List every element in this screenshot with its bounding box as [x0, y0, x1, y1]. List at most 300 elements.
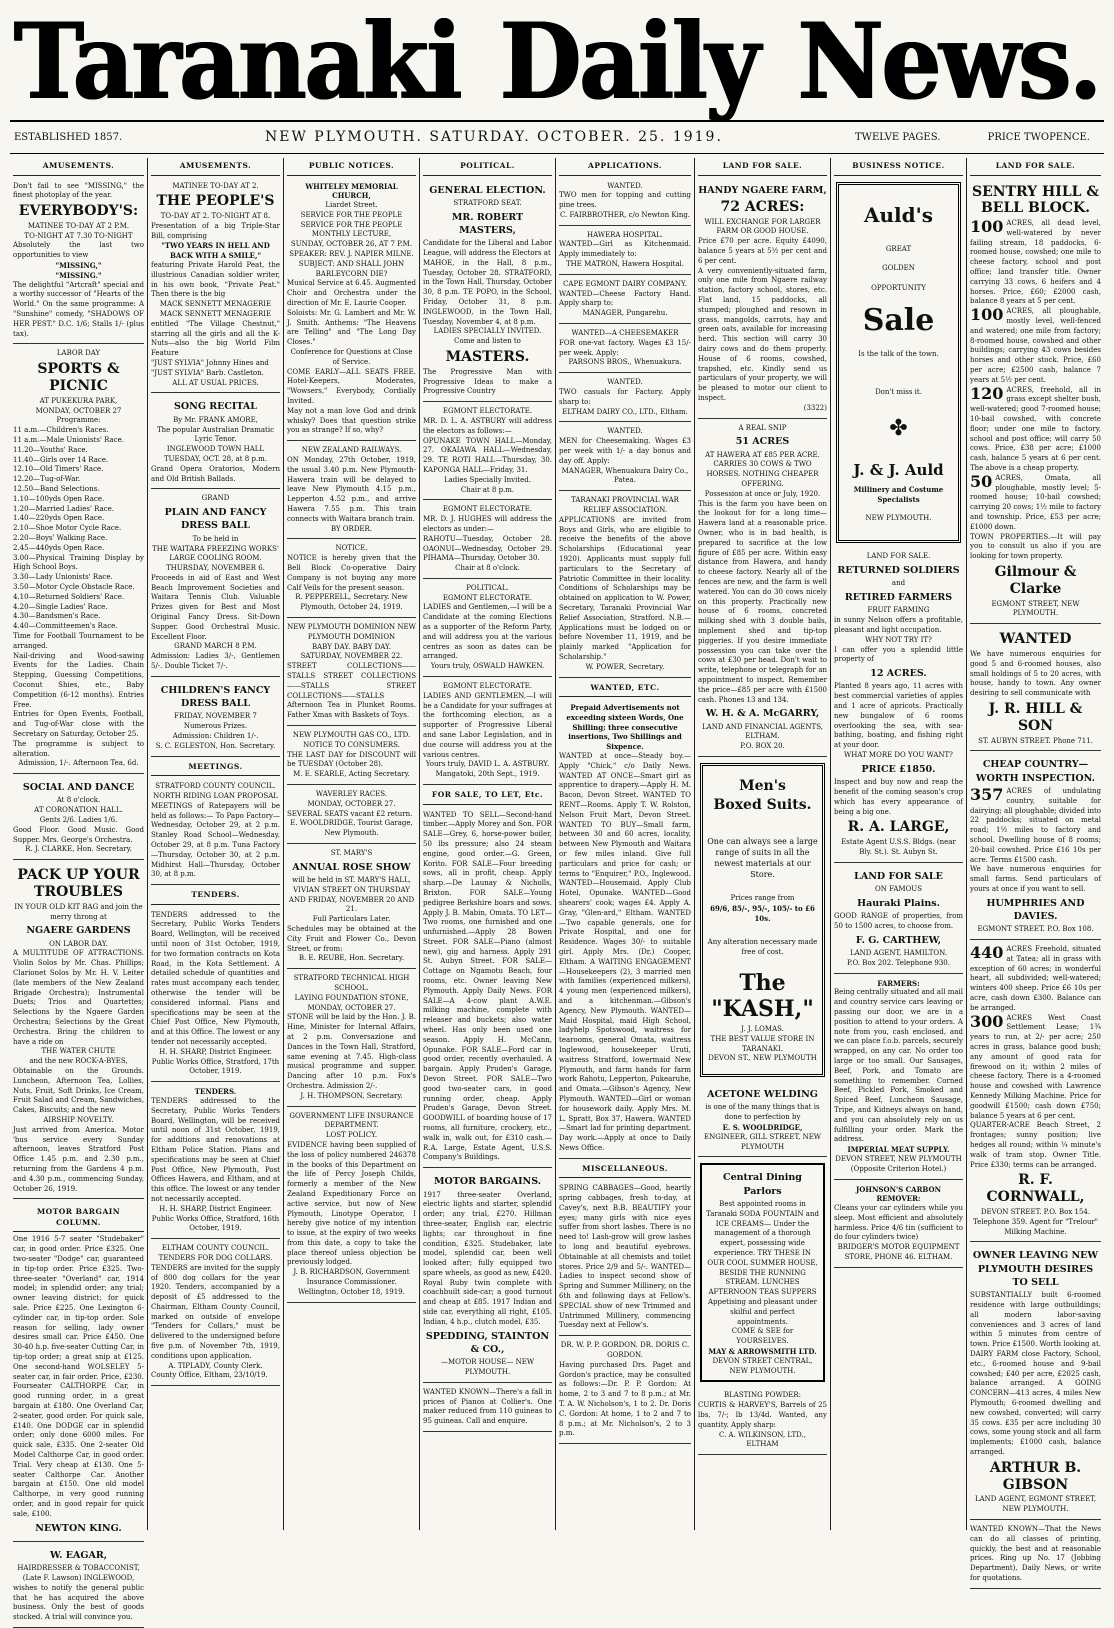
ad-title: DR. W. P. P. GORDON. DR. DORIS C. GORDON. — [560, 1341, 690, 1359]
ad-gordon — [559, 1338, 691, 1444]
ad-text: ON FAMOUS — [875, 884, 922, 893]
ad-text: ON Monday, 27th October, 1919, the usual 3.40 p.m. New Plymouth-Hawera train will be delayed to leave New Plymouth 4.15 p.m., Lepperton 4.52 p.m., and arrive Hawera 7.55 p.m. This train connects with Waitara branch train. — [287, 456, 416, 523]
ad-text: featuring Private Harold Peat, the illustrious Canadian soldier writer, in his own book, "Private Peat." Then there is the big — [151, 261, 280, 299]
ad-text: TENDERS addressed to the Secretary, Public Works Tenders Board, Wellington, will be received until noon of 31st October, 1919, for additions and renovations at Eltham Police Station. Plans and specifications may be seen at Chief Post Office, New Plymouth, Post Offices Hawera, and Eltham, and at this office. The lowest or any tender not necessarily accepted. — [151, 1096, 280, 1203]
ad-signature: C. A. WILKINSON, LTD., — [718, 1430, 806, 1439]
ad-text: and — [891, 579, 906, 588]
ad-text: MONDAY, OCTOBER 27 — [35, 406, 122, 415]
ad-motor-bargains — [423, 1170, 552, 1383]
ad-text: CARRIES 30 COWS & TWO HORSES. NOTHING CHEAPER OFFERING. — [706, 460, 819, 489]
land-acres: 440 — [970, 943, 1004, 963]
land-listing — [970, 1011, 1101, 1122]
ad-text: "TWO YEARS IN HELL AND BACK WITH A SMILE," — [161, 241, 270, 261]
ad-text: THE WAITARA FREEZING WORKS' LARGE COOLING ROOM. — [152, 544, 279, 563]
ad-text: The delightful "Artcraft" special and a worthy successor of "Hearts of the World." On the same programme: A "Sunshine" comedy, "SHADOWS OF HER PEST." D.C. 1/6; Stalls 1/- (plus tax). — [13, 280, 144, 338]
ad-aulds-sale — [836, 182, 961, 544]
ad-text: SUNDAY, OCTOBER 26, AT 7 P.M. — [290, 240, 413, 249]
ad-title: WANTED. — [607, 181, 643, 190]
ad-notice — [287, 541, 416, 618]
ad-motor-bargains — [13, 1201, 144, 1541]
ad-text: MEETINGS of Ratepayers will be held as follows:— To Papo Factory—Wednesday, October 29, at 2 p.m. Stanley Road School—Wednesday, October 29, at 8 p.m. Tuna Factory—Thursday, October 30, at 2 p.m. Midhirst Hall—Thursday, October 30, at 8 p.m. — [151, 801, 280, 879]
ad-text: is one of the many things that is done to perfection by — [705, 1103, 820, 1122]
land-description: ACRES Freehold, situated at Tatea; all in grass with exception of 60 acres; in wonderful heart, all subdivided; well-watered; winters 400 sheep. Price £6 10s per acre, cash down £300. Balance can be arranged. — [970, 945, 1101, 1012]
masthead-word-daily: Daily — [499, 0, 759, 124]
column-political — [420, 158, 555, 1530]
ad-text: MACK SENNETT MENAGERIE — [159, 310, 272, 319]
ad-title: EGMONT ELECTORATE. — [442, 682, 533, 691]
ad-text: GRAND MARCH 8 P.M. — [174, 642, 257, 651]
ad-fruit-farming — [834, 549, 963, 863]
ad-text: WANTED at once—Steady boy.—Apply "Chick," c/o Daily News. WANTED AT ONCE—Smart girl as apprentice to drapery.—Apply H. M. Bacon, Devon Street. WANTED TO RENT—Rooms. Apply T. W. Rolston, Nelson Fruit Mart, Devon Street. WANTED TO BUY—Small farm, between 30 and 60 acres, locality, between New Plymouth and Waitara or few miles inland. Give full particulars and price for cash; or terms to "Enquirer," P.O., Inglewood. WANTED—Housemaid. Apply Club Hotel, Opunake. WANTED—Good shearers' cook; wages £4. Apply A. Gray, "Glen-ard," Eltham. WANTED—Two capable generals, one for Private Hospital, and one for Residence. Wages 30/- to suitable girl. Apply Mrs. (Dr.) Cooper, Eltham. A WAITING ENGAGEMENT—Housekeepers (2), 3 married men with families (experienced milkers), 4 young men (experienced milkers), and a kitchenman.—Gibson's Agency, New Plymouth. WANTED—Maid Hospital, maid High School, ladyhelp Spotswood, waitress for tearooms, general Omata, waitress Inglewood, housekeeper Uruti, waitress Stratford, lowermaid New Plymouth, and farm hands for farm work Rahotu, Lepperton, Pukearuhe, and Omata.—Gibson's Agency, New Plymouth. WANTED—Girl or woman for housework daily. Apply Mrs. M. L. Spratt, Box 37, Hawera. WANTED—Smart lad for printing department. Day work.—Apply at once to Daily News Office. — [559, 752, 691, 1152]
ad-text: May not a man love God and drink whisky? Does that question strike you as strange? If so, why? — [287, 406, 416, 435]
ad-humphries — [970, 753, 1101, 940]
ad-title: FARMERS: — [877, 978, 920, 988]
ad-title: RETIRED FARMERS — [844, 592, 953, 604]
ad-eagar — [13, 1544, 144, 1628]
ad-text: Musical Service at 6.45. Augmented Choir and Orchestra under the direction of Mr. E. Laurie Cooper. — [287, 279, 416, 308]
section-heading: TENDERS. — [151, 887, 280, 905]
ad-signature: J. R. HILL & SON — [988, 700, 1083, 734]
ad-title: RETURNED SOLDIERS — [837, 564, 960, 576]
ad-text: MACK SENNETT MENAGERIE — [159, 300, 272, 309]
ad-text: Ladies Specially Invited. — [443, 475, 532, 484]
ad-text: AT CORONATION HALL. — [34, 806, 123, 815]
ad-text: STONE will be laid by the Hon. J. B. Hine, Minister for Internal Affairs, at 2 p.m. Conversazione and Dances in the Town Hall, Stratford, same evening at 7.45. High-class musical programme and supper. Dancing after 10 p.m. Fox's Orchestra. Admission 2/-. — [287, 1013, 416, 1090]
ad-text: SPEAKER: REV. J. NAPIER MILNE. — [289, 250, 414, 259]
ad-title: SENTRY HILL & BELL BLOCK. — [971, 183, 1100, 217]
ornament-icon: ✤ — [889, 415, 908, 441]
ad-text: Schedules may be obtained at the City Fruit and Flower Co., Devon Street, or from: — [287, 924, 416, 953]
ad-signature: SPEDDING, STAINTON & CO., — [425, 1330, 550, 1355]
ad-text: WHAT MORE DO YOU WANT? — [844, 751, 953, 760]
ad-hawken — [423, 581, 552, 677]
ad-text: DEVON STREET CENTRAL, NEW PLYMOUTH. — [712, 1356, 813, 1375]
ad-title: ANNUAL ROSE SHOW — [292, 861, 411, 873]
ad-text: GOLDEN — [882, 264, 915, 273]
race-item: 11 a.m.—Male Unionists' Race. — [13, 436, 124, 445]
column-public-notices — [284, 158, 419, 1530]
ad-text: COME & SEE for YOURSELVES. — [731, 1327, 794, 1346]
ad-text: 69/6, 85/-, 95/-, 105/- to £6 10s. — [710, 904, 815, 923]
ad-text: WANTED KNOWN—There's a fall in prices of Pianos at Collier's. One maker reduced from 110 guineas to 95 guineas. Call and enquire. — [423, 1387, 552, 1426]
ad-title: EGMONT ELECTORATE. — [442, 505, 533, 514]
ad-title: LAND FOR SALE. — [866, 552, 931, 561]
ad-text: TO-NIGHT AT 7.30 TO-NIGHT — [24, 231, 133, 240]
land-listing — [970, 784, 1101, 865]
ad-pack-up — [13, 862, 144, 1199]
ad-casuals — [559, 375, 691, 422]
ad-title: LAND FOR SALE — [854, 870, 943, 882]
race-item: 12.50—Band Selections. — [13, 485, 100, 494]
ad-text: will be held in ST. MARY'S HALL, VIVIAN STREET ON THURSDAY AND FRIDAY, NOVEMBER 20 AND 21. — [288, 876, 415, 914]
land-acres: 357 — [970, 784, 1004, 804]
ad-text: Come and listen to — [454, 337, 521, 346]
ad-text: and the new ROCK-A-BYES, — [29, 1057, 128, 1066]
masthead-word-taranaki: Taranaki — [14, 0, 461, 124]
ad-text: Price £70 per acre. Equity £4090, balance 5 years at 5½ per cent and 6 per cent. — [698, 237, 827, 265]
ad-text: We have numerous enquiries for small farms. Send particulars of yours at once if you want to sell. — [970, 865, 1101, 893]
ad-title: CHEAP COUNTRY—WORTH INSPECTION. — [975, 759, 1096, 784]
ad-title: SPORTS & PICNIC — [37, 361, 120, 395]
land-acres: 100 — [970, 217, 1004, 237]
ad-text: Cleans your car cylinders while you sleep. Most efficient and absolutely harmless. Price 4/6 tin (sufficient to do four cylinders twice) — [834, 1204, 963, 1242]
column-heading: APPLICATIONS. — [559, 158, 691, 176]
ad-text: WANTED—Cheese Factory Hand. Apply sharp to: — [559, 289, 691, 308]
ad-text: TO-DAY AT 2. TO-NIGHT AT 8. — [160, 212, 271, 221]
ad-miscellaneous — [559, 1181, 691, 1336]
ad-text: Chair at 8 p.m. — [460, 485, 515, 494]
ad-text: ELTHAM COUNTY COUNCIL. — [161, 1244, 270, 1253]
ad-wanted-topping — [559, 179, 691, 226]
land-listing — [970, 471, 1101, 533]
ad-title: HAWERA HOSPITAL. — [586, 230, 664, 239]
ad-cheesemaker — [559, 326, 691, 373]
ad-title: W. EAGAR, — [49, 1549, 108, 1561]
ad-text: The Progressive Man with Progressive Ideas to make a Progressive Country — [423, 367, 552, 396]
ad-text: A very conveniently-situated farm, only one mile from Ngaere railway station, factory school, stores, etc. Flat land, 15 paddocks, all stumped; ploughed and resown in grass, mangolds, carrots, hay and green oats, available for increasing herd. This section will carry 30 dairy cows and do them properly. House of 6 rooms, cowshed, trapshed, etc. Kindly send us particulars of your property, we will be pleased to motor our client to inspect. — [698, 266, 827, 402]
column-heading: BUSINESS NOTICE. — [834, 158, 963, 176]
ad-signature: HUMPHRIES AND DAVIES. — [986, 897, 1085, 922]
column-heading: PUBLIC NOTICES. — [287, 158, 416, 176]
ad-text: Having purchased Drs. Paget and Gordon's practice, may be consulted as follows:—Dr. P. P. Gordon: At home, 2 to 3 and 7 to 8 p.m.; at Mr. T. A. W. Nicholson's, 1 to 2. Dr. Doris C. Gordon: At home, 1 to 2 and 7 to 8 p.m.; at Mr. Nicholson's, 2 to 3 p.m. — [559, 1360, 691, 1438]
ad-railways — [287, 443, 416, 539]
ad-gas-co — [287, 728, 416, 785]
ad-classifieds — [423, 808, 552, 1169]
section-heading: WANTED, ETC. — [559, 680, 691, 698]
ad-text: RAHOTU—Tuesday, October 28. OAONUI—Wednesday, October 29. PIHAMA—Thursday, October 30. — [423, 534, 552, 563]
ad-text: TWO men for topping and cutting pine trees. — [559, 191, 691, 210]
ad-text: Admission: Ladies 3/-, Gentlemen 5/-. Double Ticket 7/-. — [151, 652, 280, 671]
ad-text: STRATFORD SEAT. — [453, 198, 522, 207]
land-listing — [970, 383, 1101, 474]
ad-text: LAND AGENT, HAMILTON. — [849, 948, 948, 957]
ad-text: By Mr. FRANK AMORE, — [173, 415, 258, 424]
ad-signature: MAY & ARROWSMITH LTD. — [708, 1346, 817, 1356]
ad-text: MONDAY, OCTOBER 27. — [307, 799, 396, 808]
race-item: 4.30—Bandsmen's Race. — [13, 612, 101, 621]
ad-text: SPRING CABBAGES—Good, heartly spring cabbages, fresh to-day, at Cavey's, next B.B. BEAUTIFY your eyes; many girls with nice eyes suffer from short lashes. There is no need to! Lash-grow will grow lashes to long and beautiful eyebrows. Obtainable at all chemists and toilet stores. Price 2/9 and 5/-. WANTED—Ladies to inspect second show of Spring and Summer Millinery, on the 6th and following days at Fellow's. SPECIAL show of new Trimmed and Untrimmed Millinery, commencing Tuesday next at Fellow's. — [559, 1184, 691, 1330]
ad-text: TOWN PROPERTIES.—It will pay you to consult us also if you are looking for town property. — [970, 532, 1101, 561]
ad-text: DEVON STREET, NEW PLYMOUTH (Opposite Criterion Hotel.) — [835, 1154, 962, 1173]
ad-text: Is the talk of the town. — [858, 350, 939, 359]
ad-title: The "KASH," — [711, 970, 814, 1022]
ad-title: EGMONT ELECTORATE. — [442, 407, 533, 416]
ad-text: EGMONT STREET. P.O. Box 108. — [977, 925, 1094, 934]
ad-signature: NEWTON KING. — [35, 1522, 122, 1534]
ad-ref: (3322) — [803, 403, 827, 412]
ad-text: Candidate for the Liberal and Labor League, will address the Electors at — [423, 239, 552, 257]
race-item: 3.00—Physical Training Display by High School Boys. — [13, 553, 144, 572]
column-heading: AMUSEMENTS. — [151, 158, 280, 176]
ad-text: "JUST SYLVIA" Barb. Castleton. — [151, 368, 264, 377]
ad-text: EVIDENCE having been supplied of the loss of policy numbered 246378 in the books of this Department on the life of Percy Joseph Childs, formerly a member of the New Zealand Expeditionary Force on active service, but now of New Plymouth, Linotype Operator, I hereby give notice of my intention to issue, at the expiry of two weeks from this date, a copy to take the place thereof unless objection be previously lodged. — [287, 1140, 416, 1267]
ad-text: J. J. LOMAS. — [741, 1024, 784, 1033]
ad-text: LOST POLICY. — [325, 1131, 378, 1140]
ad-cheesemaking — [559, 424, 691, 491]
ad-fancy-dress-ball — [151, 491, 280, 677]
column-business-notice — [831, 158, 966, 1530]
ad-song-recital — [151, 395, 280, 489]
page-count: TWELVE PAGES. — [855, 132, 941, 143]
ad-text: GRAND — [201, 494, 230, 503]
ad-text: AT HAWERA AT £85 PER ACRE. — [705, 450, 820, 459]
ad-text: Nail-driving and Wood-sawing Events for the Ladies. Chain Stepping, Guessing Competitions, Coconut Shies, etc., Baby Competition (6-12 months). Entries Free. — [13, 651, 144, 709]
ad-signature: ARTHUR B. GIBSON — [989, 1459, 1082, 1493]
ad-text: R. J. CLARKE, Hon. Secretary. — [25, 845, 132, 854]
ad-text: ALL AT USUAL PRICES. — [172, 378, 259, 387]
ad-signature: BRIDGER'S MOTOR EQUIPMENT STORE, PHONE 46. ELTHAM. — [837, 1243, 960, 1262]
land-acres: 300 — [970, 1011, 1004, 1031]
ad-text: APPLICATIONS are invited from Boys and Girls, who are eligible to receive the benefits of the above Scholarships (Educational year 1920). Applicants must supply full particulars to the Secretary of Patriotic Committee in their locality. Conditions of Scholarships may be obtained on application to W. Power, Secretary, Taranaki Provincial War Relief Association, Stratford. N.B.—Applications must be lodged on or before November 11, 1919, and be plainly marked "Application for Scholarship." — [559, 515, 691, 661]
ad-text: Gents 2/6. Ladies 1/6. — [39, 816, 118, 825]
ad-signature: Gilmour & Clarke — [994, 563, 1077, 597]
ad-text: in sunny Nelson offers a profitable, pleasant and light occupation. — [834, 616, 963, 634]
land-description: ACRES, freehold, all in grass except shelter bush, well-watered; good 7-roomed house; 10-bail cowshed, with concrete floor; under one mile to factory, school and post office; will carry 50 cows. Price, £38 per acre; £1000 cash, balance 5 years at 6 per cent. The above is a cheap property. — [970, 385, 1101, 473]
column-heading: POLITICAL. — [423, 158, 552, 176]
ad-title: WHITELEY MEMORIAL CHURCH, — [305, 181, 398, 201]
ad-title: PLAIN AND FANCY DRESS BALL — [164, 507, 267, 532]
ad-text: FRIDAY, NOVEMBER 7 — [174, 712, 257, 721]
ad-signature: R. F. CORNWALL, — [986, 1172, 1085, 1206]
ad-text: SERVICE FOR THE PEOPLE SERVICE FOR THE PEOPLE — [300, 210, 403, 229]
ad-text: Programme: — [56, 416, 101, 425]
ad-text: BABY DAY. BABY DAY. — [311, 642, 391, 651]
ad-title: NEW ZEALAND RAILWAYS. — [301, 446, 402, 455]
race-item: 1.20—Married Ladies' Race. — [13, 504, 115, 513]
ad-text: Liardet Street. — [325, 201, 378, 210]
ad-text: Numerous Prizes. — [183, 722, 248, 731]
section-heading: MEETINGS. — [151, 759, 280, 777]
ad-text: We have numerous enquiries for good 5 and 6-roomed houses, also small holdings of 5 to 20 acres, with house, handy to town. Any owner desiring to sell communicate with — [970, 649, 1101, 698]
ad-rose-show — [287, 846, 416, 969]
ad-text: FRUIT FARMING — [867, 606, 930, 615]
ad-signature: Yours truly, OSWALD HAWKEN. — [430, 662, 545, 671]
ad-text: S. C. EGLESTON, Hon. Secretary. — [155, 741, 276, 750]
column-heading: LAND FOR SALE. — [970, 158, 1101, 176]
ad-technical-school — [287, 971, 416, 1106]
masthead — [10, 0, 1104, 124]
ad-text: ELTHAM — [746, 1440, 779, 1449]
ad-title: NOTICE. — [335, 544, 368, 553]
ad-text: DEVON STREET. P.O. Box 154. Telephone 359. Agent for "Trelour" Milking Machine. — [972, 1208, 1099, 1236]
ad-title: GENERAL ELECTION. — [429, 184, 546, 196]
ad-cape-egmont — [559, 277, 691, 324]
ad-title: PACK UP YOUR TROUBLES — [17, 867, 140, 900]
ad-waverley-races — [287, 787, 416, 844]
ad-signature: IMPERIAL MEAT SUPPLY. — [847, 1145, 950, 1155]
ad-text: ENGINEER, GILL STREET, NEW PLYMOUTH — [703, 1132, 821, 1151]
ad-masters — [423, 179, 552, 403]
ad-text: MR. D. J. HUGHES will address the electors as under:— — [423, 515, 552, 533]
ad-title: MOTOR BARGAINS. — [433, 1176, 542, 1188]
ad-text: The popular Australian Dramatic Lyric Tenor. — [156, 425, 274, 444]
ad-title: WANTED — [999, 631, 1072, 648]
ad-hawera-hospital — [559, 228, 691, 275]
ad-text: ON LABOR DAY. — [49, 939, 108, 948]
place-date: NEW PLYMOUTH. SATURDAY. OCTOBER. 25. 1919. — [265, 129, 723, 145]
ad-title: CAPE EGMONT DAIRY COMPANY. — [563, 279, 687, 288]
ad-astbury-meetings — [423, 404, 552, 500]
ad-text: To be held in — [192, 534, 239, 543]
ad-text: INGLEWOOD TOWN HALL — [166, 445, 265, 454]
ad-text: P.O. Box 202. Telephone 930. — [847, 958, 950, 967]
ad-text: County Office, Eltham, 23/10/19. — [151, 1371, 268, 1380]
ad-text: OPPORTUNITY — [871, 284, 926, 293]
ad-signature: F. G. CARTHEW, — [855, 934, 942, 946]
ad-title: TARANAKI PROVINCIAL WAR RELIEF ASSOCIATION. — [571, 496, 679, 515]
column-amusements-2 — [148, 158, 283, 1530]
ad-text: NEW PLYMOUTH. — [865, 514, 932, 523]
ad-signature: THE MATRON, Hawera Hospital. — [566, 260, 684, 269]
land-listing — [970, 219, 1101, 307]
ad-title: GOVERNMENT LIFE INSURANCE DEPARTMENT. — [289, 1111, 414, 1130]
ad-text: NGAERE GARDENS — [26, 925, 131, 937]
ad-title: SOCIAL AND DANCE — [22, 782, 135, 794]
ad-text: entitled "The Village Chestnut," starring all the girls and all the K-Nuts—also the big World Film Feature — [151, 319, 280, 358]
ad-signature: PARSONS BROS., Whenuakura. — [568, 358, 682, 367]
ad-text: AT PUKEKURA PARK, — [39, 396, 118, 405]
ad-title: Men's — [739, 778, 786, 795]
ad-text: At 8 o'clock. — [56, 796, 101, 805]
masthead-word-news: News. — [797, 0, 1100, 124]
ad-pianos — [423, 1385, 552, 1432]
ad-text: LADIES AND GENTLEMEN,—I will be a Candidate for your suffrages at the forthcoming election, as a supporter of Progressive Liberal and sane Labor Legislation, and in due course will address you at the various centres. — [423, 691, 552, 759]
ad-text: FOR one-vat factory. Wages £3 15/- per week. Apply: — [559, 338, 691, 357]
ad-text: EGMONT ELECTORATE. — [442, 593, 533, 602]
ad-text: Conference for Questions at Close of Service. — [290, 348, 413, 366]
ad-title: WANTED. — [607, 427, 643, 436]
ad-tenders-1 — [151, 908, 280, 1083]
ad-title: PRICE £1850. — [861, 763, 936, 775]
ad-war-relief — [559, 493, 691, 677]
ad-title: Auld's — [863, 202, 934, 227]
ad-text: SATURDAY, NOVEMBER 22. — [300, 652, 403, 661]
race-item: 2.45—440yds Open Race. — [13, 543, 105, 552]
ad-text: Don't fail to see "MISSING," the finest photoplay of the year. — [13, 181, 144, 200]
ad-title: STRATFORD TECHNICAL HIGH SCHOOL. — [293, 974, 410, 992]
ad-signature: J. & J. Auld — [853, 460, 944, 479]
ad-title: EVERYBODY'S: — [18, 203, 139, 220]
ad-title: TENDERS. — [194, 1087, 237, 1097]
ad-title: MR. ROBERT MASTERS, — [451, 211, 524, 236]
ad-text: NORTH RIDING LOAN PROPOSAL — [153, 791, 278, 800]
race-item: 11.40—Girls over 14 Race. — [13, 455, 109, 464]
ad-text: Time for Football Tournament to be arranged. — [13, 631, 144, 650]
ad-title: 12 ACRES. — [870, 668, 927, 680]
ad-mens-suits — [700, 763, 825, 1077]
ad-text: The programme is subject to alteration. — [13, 739, 144, 758]
ad-title: 51 ACRES — [735, 436, 790, 448]
race-item: 3.30—Lady Unionists' Race. — [13, 573, 113, 582]
ad-text: —MOTOR HOUSE— NEW PLYMOUTH. — [440, 1358, 535, 1377]
column-applications — [556, 158, 694, 1530]
ad-text: Good Floor. Good Music. Good Supper. Mrs. George's Orchestra. — [13, 825, 144, 844]
ad-signature: J. B. RICHARDSON, Government Insurance Commissioner. Wellington, October 18, 1919. — [293, 1268, 410, 1296]
ad-cornwall — [970, 942, 1101, 1242]
race-item: 12.20—Tug-of-War. — [13, 475, 81, 484]
ad-text: Soloists: Mr. G. Lambert and Mr. W. J. Smith. Anthems: "The Heavens are Telling" and "The Long Day Closes." — [287, 308, 416, 347]
ad-text: TENDERS addressed to the Secretary, Public Works Tenders Board, Wellington, will be received until noon of 31st October, 1919, for two formation contracts on Kota Road, in the Kota Settlement. A detailed schedule of quantities and rates must accompany each tender, otherwise the tender will be considered informal. Plans and specifications may be seen at the Chief Post Office, New Plymouth, and at this Office. The lowest or any tender not necessarily accepted. — [151, 910, 280, 1046]
ad-text: WHY NOT TRY IT? — [865, 635, 932, 644]
ad-wanted-classifieds — [559, 700, 691, 1159]
column-amusements-1 — [10, 158, 147, 1622]
ad-title: HANDY NGAERE FARM, — [698, 184, 827, 196]
ad-signature: Yours truly, DAVID L. A. ASTBURY. Mangatoki, 20th Sept., 1919. — [425, 760, 550, 779]
ad-childrens-ball — [151, 679, 280, 757]
ad-peoples — [151, 179, 280, 394]
section-heading: FOR SALE, TO LET, Etc. — [423, 787, 552, 805]
race-item: 3.50—Motor Cycle Obstacle Race. — [13, 582, 135, 591]
ad-text: LADIES SPECIALLY INVITED. — [433, 327, 542, 336]
ad-astbury-letter — [423, 679, 552, 785]
ad-signature: E. S. WOOLDRIDGE, — [722, 1123, 803, 1133]
ad-hauraki-plains — [834, 865, 963, 974]
ad-title: ACETONE WELDING — [707, 1089, 818, 1101]
ad-signature: W. H. & A. McGARRY, — [705, 708, 820, 720]
ad-title: Boxed Suits. — [713, 796, 812, 813]
ad-title: POLITICAL. — [466, 583, 509, 592]
ad-acetone-welding — [698, 1083, 827, 1157]
ad-text: MATINEE TO-DAY AT 2 P.M. — [27, 221, 130, 230]
ad-text: EGMONT STREET, NEW PLYMOUTH. — [991, 599, 1080, 618]
ad-text: OPUNAKE TOWN HALL—Monday, 27. OKAIAWA HALL—Wednesday, 29. TE ROTI HALL—Thursday, 30. KAPONGA HALL—Friday, 31. — [423, 436, 552, 474]
ad-text: P.O. BOX 20. — [740, 742, 785, 751]
race-item: 12.10—Old Timers' Race. — [13, 465, 104, 474]
ad-text: MONTHLY LECTURE, — [311, 230, 392, 239]
ad-text: "MISSING," — [55, 261, 102, 271]
ad-text: WILL EXCHANGE FOR LARGER FARM OR GOOD HOUSE. — [704, 217, 821, 236]
ad-text: MAHOE, in the Hall, 8 p.m., Tuesday, October 28. STRATFORD, in the Town Hall, Thursday, October 30, 8 p.m. TE POPO, in the School, Friday, October 31, 8 p.m. INGLEWOOD, in the Town Hall, Tuesday, November 4, at 8 p.m. — [423, 258, 552, 326]
race-item: 11.20—Youths' Race. — [13, 445, 88, 454]
ad-signature: W. POWER, Secretary. — [585, 662, 665, 671]
ad-text: SUBSTANTIALLY built 6-roomed residence with large outbuildings; all modern labor-saving conveniences and 3 acres of land within 5 minutes from centre of town. Price £1500. Worth looking at. DAIRY FARM close Factory, School, etc., 6-roomed house and 9-bail cowshed; £40 per acre, £2025 cash, balance arranged. A GOING CONCERN—413 acres, 4 miles New Plymouth; 6-roomed dwelling and new cowshed, converted; will carry 35 cows. £35 per acre including 30 cows, some young stock and all farm implements; £1000 cash, balance arranged. — [970, 1291, 1101, 1457]
ad-signature: MANAGER, Whenuakura Dairy Co., Patea. — [561, 466, 689, 485]
ad-signature: A. TIPLADY, County Clerk. — [168, 1361, 263, 1370]
ad-text: TUESDAY, OCT. 28, at 8 p.m. — [163, 454, 268, 463]
ad-printing — [970, 1522, 1101, 1589]
race-list — [13, 426, 144, 632]
ad-ngaere-farm — [698, 179, 827, 419]
land-listing — [970, 307, 1101, 385]
ad-text: NOTICE is hereby given that the Bell Block Co-operative Dairy Company is not buying any more Calf Veils for the present season. — [287, 554, 416, 592]
ad-text: LAND AGENT, EGMONT STREET, NEW PLYMOUTH. — [974, 1495, 1097, 1514]
column-heading: LAND FOR SALE. — [698, 158, 827, 176]
ad-real-snip — [698, 421, 827, 758]
ad-text: "JUST SYLVIA" Johnny Hines and — [151, 359, 269, 368]
ad-signature: B. E. REUBE, Hon. Secretary. — [298, 954, 405, 963]
ad-signature: M. E. SEARLE, Acting Secretary. — [293, 770, 410, 779]
race-item: 4.20—Single Ladies' Race. — [13, 602, 108, 611]
ad-text: AIRSHIP NOVELTY. — [43, 1116, 114, 1125]
column-land-for-sale — [695, 158, 830, 1530]
ad-text: Entries for Open Events, Football, and Tug-of-War close with the Secretary on Saturday, October 25. — [13, 710, 144, 738]
ad-text: STRATFORD COUNTY COUNCIL. — [155, 782, 276, 791]
ad-text: Just arrived from America. Motor 'bus service every Sunday afternoon, leaves Stratford Post Office 1.45 p.m. and 2.30 p.m., returning from the Gardens 4 p.m. and 4.30 p.m., commencing Sunday, October 26, 1919. — [13, 1125, 144, 1193]
ad-signature: J. H. THOMPSON, Secretary. — [300, 1091, 403, 1100]
land-acres: 100 — [970, 305, 1004, 325]
ad-text: LAND AND FINANCIAL AGENTS, ELTHAM. — [702, 722, 823, 741]
ad-text: MEN for Cheesemaking. Wages £3 per week with 1/- a day bonus and day off. Apply: — [559, 437, 691, 465]
land-description: ACRES West Coast Settlement Lease; 1¾ years to run, at 2/- per acre; 250 acres in grass, balance good bush; any amount of good rata for firewood on it; within 2 miles of cheese factory. There is a 4-roomed house and cowshed with Lawrence Kennedy Milking Machine. Price for goodwill £1500; cash down £750; balance 5 years at 6 per cent. — [970, 1013, 1101, 1120]
ad-text: LABOR DAY — [56, 349, 101, 358]
ad-text: Being centrally situated and all mail and country service cars leaving or passing our door, we are in a position to attend to your orders. A note from you, cash enclosed, and we can place f.o.b. parcels, securely wrapped, on any car. No order too large or too small. Our Sausages, Beef, Pork, and Tomato are something to remember. Corned Beef, Pickled Pork, Smoked and Spiced Beef, Luncheon Sausage, Tripe, and Kidneys always on hand, and you can absolutely rely on us fulfilling your order. Mark the address. — [834, 988, 963, 1144]
ad-signature: R. A. LARGE, — [847, 819, 950, 836]
ad-text: One 1916 5-7 seater "Studebaker" car, in good order. Price £325. One two-seater "Dodge" car, guaranteed in tip-top order. Price £325. Two-three-seater "Overland" car, 1914 model; in splendid order; any trial; owner leaving district; for quick sale. Price £225. One Lexington 6-cylinder car, in tip-top order. Sole reason for selling, lady owner desires small car. Price £450. One 30-40 h.p. five-seater Cutting Car, in tip-top order; a great snip at £125. One second-hand WOLSELEY 5-seater car, in fair order. Price, £230. Fourseater CALTHORPE Car, in good running order, in a great bargain at £180. One Overland Car, 2-seater, good order. For quick sale, £140. One DODGE car in splendid order; only done 6000 miles. For quick sale, £335. One 2-seater Old Model Calthorpe Car, in good order. Trial. Very cheap at £130. One 5-seater Calthorpe Car. Another bargain at £150. One old model Calthorpe, in very good running order, and in good repair for quick sale, £100. — [13, 1235, 144, 1518]
ad-title: 72 ACRES: — [720, 198, 805, 215]
ad-dining-parlors — [700, 1163, 825, 1382]
ad-text: Admission, 1/-. Afternoon Tea, 6d. — [18, 759, 139, 768]
ad-text: Estate Agent U.S.S. Bldgs. (near Bly. St.). St. Aubyn St. — [841, 838, 956, 856]
